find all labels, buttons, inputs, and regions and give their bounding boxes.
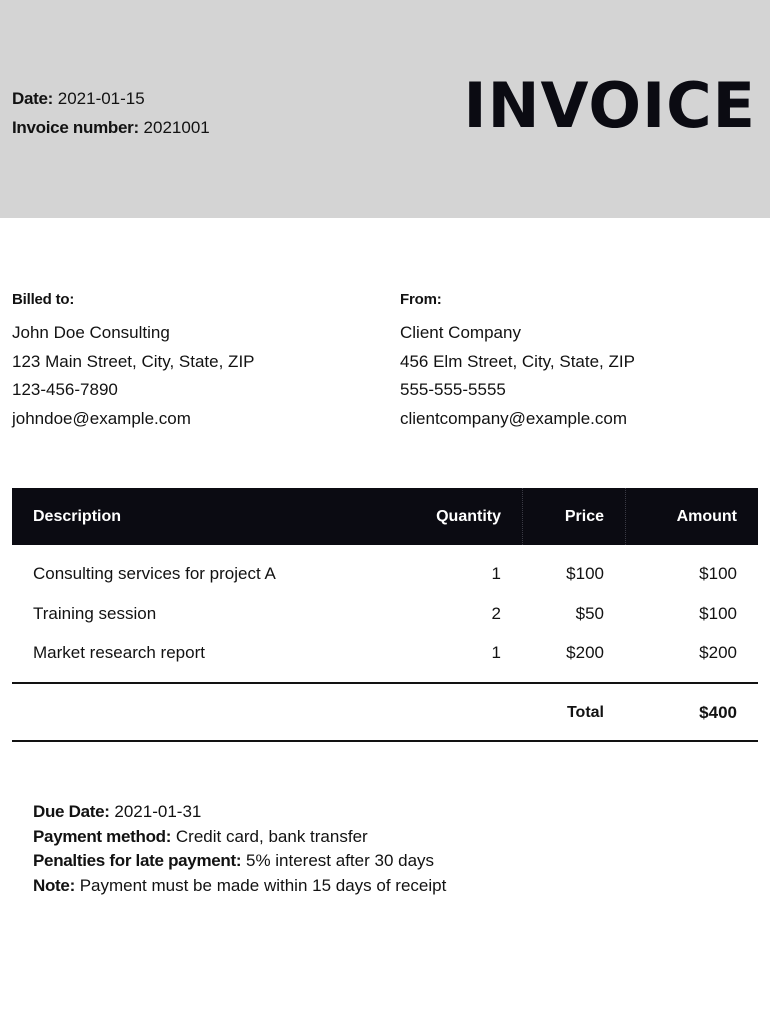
row-price: $100 <box>566 564 604 583</box>
billed-to-address: 123 Main Street, City, State, ZIP <box>12 351 255 371</box>
late-penalty-line <box>33 849 446 874</box>
payment-notes <box>33 800 446 898</box>
row-quantity: 1 <box>491 564 501 583</box>
invoice-number <box>12 113 210 142</box>
row-price: $50 <box>575 603 604 623</box>
header-price: Price <box>564 508 604 525</box>
row-description: Market research report <box>33 643 205 662</box>
payment-method-value: Credit card, bank transfer <box>175 826 368 846</box>
header-divider <box>522 488 523 545</box>
due-date-line <box>33 800 446 825</box>
note-line <box>33 874 446 899</box>
table-row <box>12 633 758 673</box>
total-value: $400 <box>699 703 737 722</box>
total-label: Total <box>566 704 604 721</box>
invoice-meta <box>12 84 210 142</box>
total-bottom-rule <box>12 740 758 742</box>
header-band <box>0 0 770 218</box>
table-body <box>12 545 758 673</box>
invoice-date <box>12 84 210 113</box>
table-row <box>12 594 758 634</box>
header-divider <box>625 488 626 545</box>
from-block <box>400 289 635 433</box>
note-value: Payment must be made within 15 days of receipt <box>79 875 447 895</box>
row-amount: $200 <box>699 643 737 662</box>
from-name: Client Company <box>400 323 521 342</box>
row-amount: $100 <box>699 603 737 623</box>
billed-to-email: johndoe@example.com <box>12 408 191 428</box>
note-label: Note: <box>33 875 75 895</box>
row-amount: $100 <box>699 564 737 583</box>
header-description: Description <box>33 508 122 525</box>
invoice-number-label: Invoice number: <box>12 118 139 137</box>
from-phone: 555-555-5555 <box>400 380 506 399</box>
row-quantity: 1 <box>491 643 501 662</box>
date-value: 2021-01-15 <box>57 89 145 108</box>
due-date-label: Due Date: <box>33 802 110 821</box>
header-amount: Amount <box>676 508 737 525</box>
billed-to-title: Billed to: <box>12 291 75 308</box>
row-description: Training session <box>33 603 157 623</box>
invoice-title: INVOICE <box>463 69 756 142</box>
date-label: Date: <box>12 89 54 108</box>
table-row <box>12 554 758 594</box>
from-email: clientcompany@example.com <box>400 408 628 428</box>
table-header <box>12 488 758 545</box>
late-penalty-value: 5% interest after 30 days <box>245 851 435 870</box>
billed-to-name: John Doe Consulting <box>12 323 170 342</box>
late-penalty-label: Penalties for late payment: <box>33 851 242 870</box>
billed-to-block <box>12 289 255 433</box>
items-table <box>12 488 758 673</box>
billed-to-phone: 123-456-7890 <box>12 380 118 399</box>
header-quantity: Quantity <box>436 508 501 525</box>
due-date-value: 2021-01-31 <box>114 802 202 821</box>
invoice-number-value: 2021001 <box>143 118 210 137</box>
row-description: Consulting services for project A <box>33 564 276 583</box>
payment-method-label: Payment method: <box>33 826 172 846</box>
from-title: From: <box>400 291 442 308</box>
payment-method-line <box>33 825 446 850</box>
row-quantity: 2 <box>491 603 501 623</box>
from-address: 456 Elm Street, City, State, ZIP <box>400 351 635 371</box>
row-price: $200 <box>566 643 604 662</box>
total-row <box>12 684 758 741</box>
